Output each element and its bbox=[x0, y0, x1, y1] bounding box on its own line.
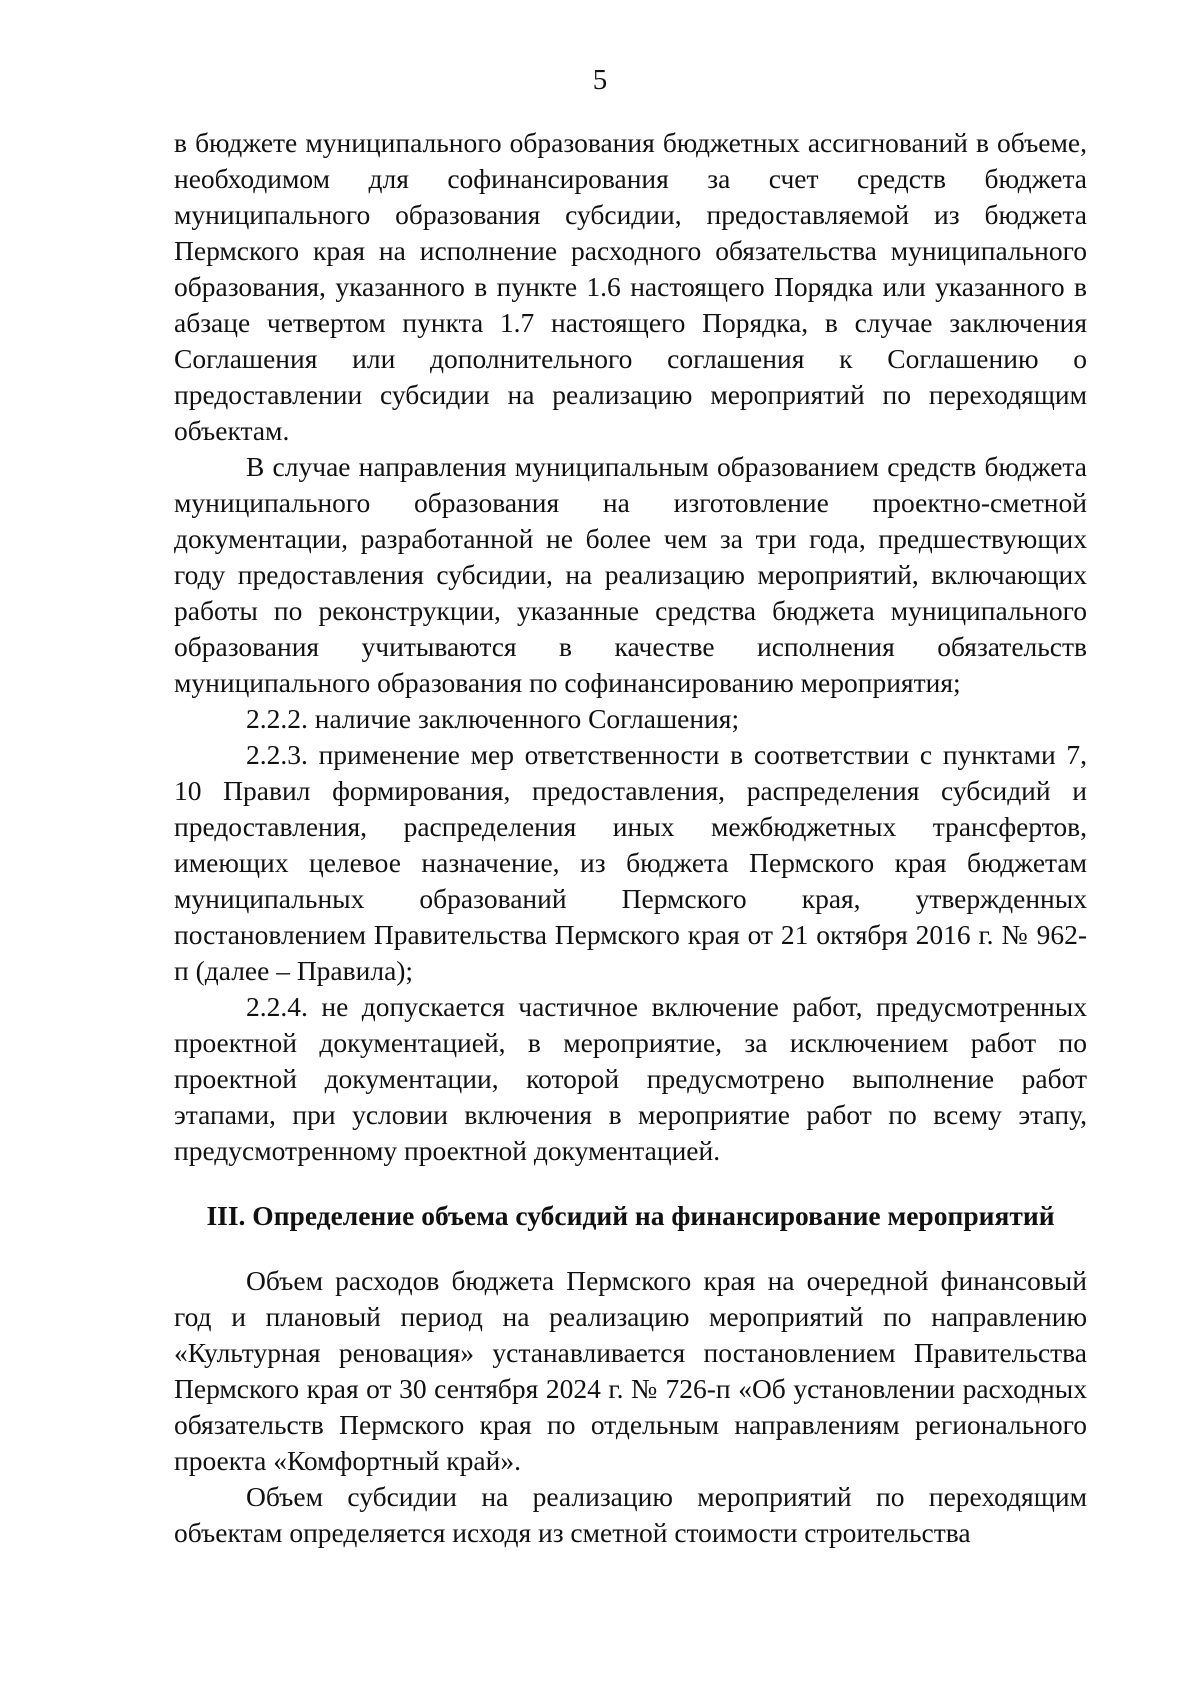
document-body bbox=[174, 125, 1087, 1551]
section-heading: III. Определение объема субсидий на финансирование мероприятий bbox=[206, 1200, 1055, 1231]
paragraph-2-2-3: 2.2.3. применение мер ответственности в соответствии с пунктами 7, 10 Правил формирования, предоставления, распределения субсидий и предоставления, распределения иных межбюджетных трансфертов, имеющих целевое назначение, из бюджета Пермского края бюджетам муниципальных образований Пермского края, утвержденных постановлением Правительства Пермского края от 21 октября 2016 г. № 962-п (далее – Правила); bbox=[174, 739, 1087, 986]
paragraph-subsidy-volume: Объем субсидии на реализацию мероприятий по переходящим объектам определяется исходя из сметной стоимости строительства bbox=[174, 1481, 1087, 1548]
paragraph-2-2-2: 2.2.2. наличие заключенного Соглашения; bbox=[246, 703, 740, 734]
paragraph-2-2-4: 2.2.4. не допускается частичное включение работ, предусмотренных проектной документацией, в мероприятие, за исключением работ по проектной документации, которой предусмотрено выполнение работ этапами, при условии включения в мероприятие работ по всему этапу, предусмотренному проектной документацией. bbox=[174, 991, 1087, 1166]
paragraph-expense-volume: Объем расходов бюджета Пермского края на очередной финансовый год и плановый период на реализацию мероприятий по направлению «Культурная реновация» устанавливается постановлением Правительства Пермского края от 30 сентября 2024 г. № 726-п «Об установлении расходных обязательств Пермского края по отдельным направлениям регионального проекта «Комфортный край». bbox=[174, 1265, 1087, 1476]
paragraph-design-documentation: В случае направления муниципальным образованием средств бюджета муниципального образования на изготовление проектно-сметной документации, разработанной не более чем за три года, предшествующих году предоставления субсидии, на реализацию мероприятий, включающих работы по реконструкции, указанные средства бюджета муниципального образования учитываются в качестве исполнения обязательств муниципального образования по софинансированию мероприятия; bbox=[174, 451, 1087, 698]
paragraph-continuation: в бюджете муниципального образования бюджетных ассигнований в объеме, необходимом для софинансирования за счет средств бюджета муниципального образования субсидии, предоставляемой из бюджета Пермского края на исполнение расходного обязательства муниципального образования, указанного в пункте 1.6 настоящего Порядка или указанного в абзаце четвертом пункта 1.7 настоящего Порядка, в случае заключения Соглашения или дополнительного соглашения к Соглашению о предоставлении субсидии на реализацию мероприятий по переходящим объектам. bbox=[174, 127, 1087, 446]
page-number: 5 bbox=[592, 64, 608, 96]
